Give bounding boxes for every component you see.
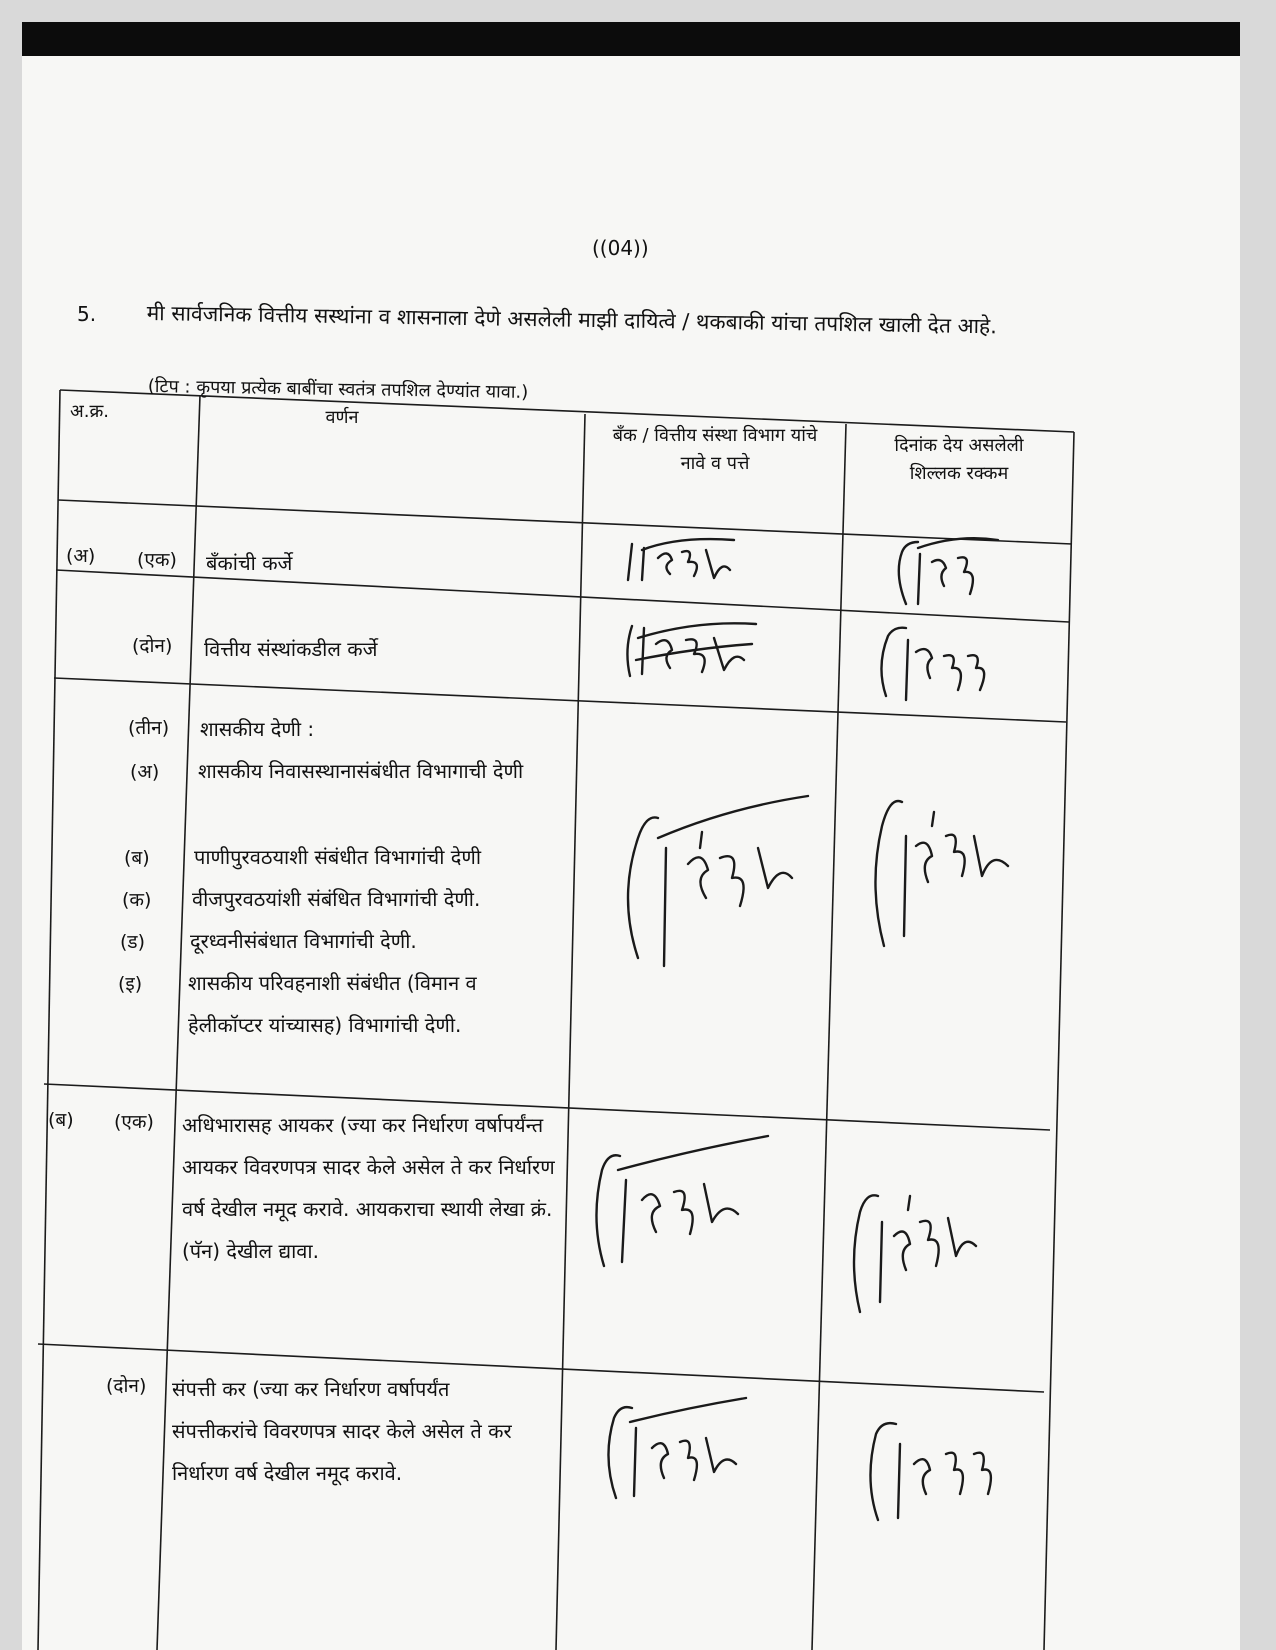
row-description: अधिभारासह आयकर (ज्या कर निर्धारण वर्षापर्यंन्त आयकर विवरणपत्र सादर केले असेल ते कर निर्धारण वर्ष देखील नमूद करावे. आयकराचा स्थायी लेखा क्रं. (पॅन) देखील द्यावा. [182,1113,555,1263]
row-sub-label: (तीन) [128,717,170,739]
handwritten-nil-entry [856,1400,1016,1530]
subitem-text: पाणीपुरवठयाशी संबंधीत विभागांची देणी [194,845,482,869]
handwritten-nil-entry [844,1162,984,1322]
subitem-text: शासकीय परिवहनाशी संबंधीत (विमान व हेलीकॉप्टर यांच्यासह) विभागांची देणी. [188,971,477,1037]
handwritten-nil-entry [582,1130,772,1280]
subitem-text: वीजपुरवठयांशी संबंधित विभागांची देणी. [192,887,481,911]
intro-text: मी सार्वजनिक वित्तीय सस्थांना व शासनाला देणे असलेली माझी दायित्वे / थकबाकी यांचा तपशिल खाली देत आहे. [146,300,998,339]
handwritten-nil-entry [596,1388,756,1508]
handwritten-nil-entry [618,530,748,600]
subitem-text: दूरध्वनीसंबंधात विभागांची देणी. [190,929,417,953]
row-sub-label: (दोन) [106,1375,147,1397]
row-group-label: (अ) [66,545,96,567]
subitem-label: (ब) [124,847,150,869]
row-sub-label: (एक) [114,1111,154,1133]
handwritten-nil-entry [616,610,766,690]
item-number: 5. [77,302,97,326]
subitem-text: शासकीय निवासस्थानासंबंधीत विभागाची देणी [198,759,524,783]
header-serial: अ.क्र. [70,401,110,422]
handwritten-nil-entry [608,778,818,978]
row-sub-label: (दोन) [132,635,173,657]
subitem-label: (क) [122,889,152,911]
header-amount: दिनांक देय असलेली शिल्लक रक्कम [894,435,1024,484]
subitem-label: (इ) [118,973,143,995]
header-bank: बँक / वित्तीय संस्था विभाग यांचे नावे व पत्ते [612,425,818,474]
handwritten-nil-entry [888,534,1008,614]
handwritten-nil-entry [872,616,1002,706]
row-group-label: (ब) [48,1109,74,1131]
subitem-label: (ड) [120,931,145,953]
header-description: वर्णन [325,407,359,428]
row-description: संपत्ती कर (ज्या कर निर्धारण वर्षापर्यंत संपत्तीकरांचे विवरणपत्र सादर केले असेल ते कर निर्धारण वर्ष देखील नमूद करावे. [172,1377,512,1485]
row-description: शासकीय देणी : [200,717,315,741]
row-description: बँकांची कर्जे [206,551,293,575]
subitem-label: (अ) [130,761,160,783]
row-description: वित्तीय संस्थांकडील कर्जे [204,637,378,661]
row-sub-label: (एक) [137,549,177,571]
note-text: (टिप : कृपया प्रत्येक बाबींचा स्वतंत्र तपशिल देण्यांत यावा.) [147,375,529,403]
page-number: ((04)) [592,236,649,260]
handwritten-nil-entry [862,766,1032,956]
document-page [22,22,1240,1650]
